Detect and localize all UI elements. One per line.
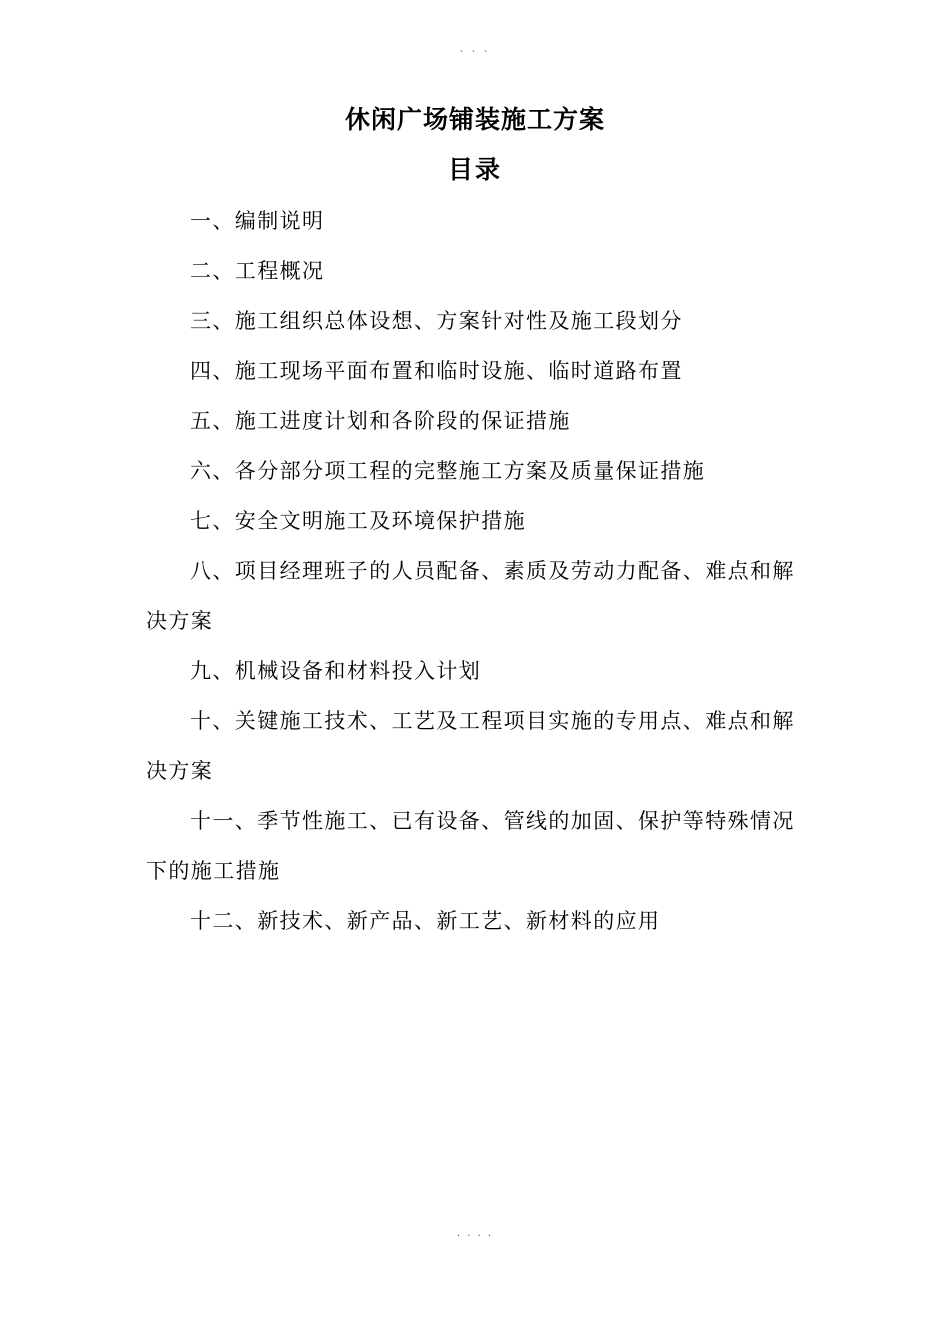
toc-item-10: 十、关键施工技术、工艺及工程项目实施的专用点、难点和解决方案 [146, 709, 795, 783]
toc-item-2: 二、工程概况 [190, 259, 325, 283]
toc-item-11: 十一、季节性施工、已有设备、管线的加固、保护等特殊情况下的施工措施 [146, 809, 795, 883]
page-footer-mark: . . . . [456, 1228, 494, 1239]
toc-item-9: 九、机械设备和材料投入计划 [190, 659, 482, 683]
toc-item-1: 一、编制说明 [190, 209, 325, 233]
page-header-mark: ` ` ` [459, 50, 491, 61]
toc-item-7: 七、安全文明施工及环境保护措施 [190, 509, 526, 533]
toc-item-6: 六、各分部分项工程的完整施工方案及质量保证措施 [190, 459, 706, 483]
toc-item-4: 四、施工现场平面布置和临时设施、临时道路布置 [190, 359, 683, 383]
document-title: 休闲广场铺装施工方案 [344, 105, 605, 134]
toc-item-12: 十二、新技术、新产品、新工艺、新材料的应用 [190, 909, 661, 933]
toc-item-8: 八、项目经理班子的人员配备、素质及劳动力配备、难点和解决方案 [146, 559, 795, 633]
toc-heading: 目录 [447, 155, 502, 184]
toc-item-5: 五、施工进度计划和各阶段的保证措施 [190, 409, 571, 433]
table-of-contents [146, 196, 816, 946]
toc-item-3: 三、施工组织总体设想、方案针对性及施工段划分 [190, 309, 683, 333]
